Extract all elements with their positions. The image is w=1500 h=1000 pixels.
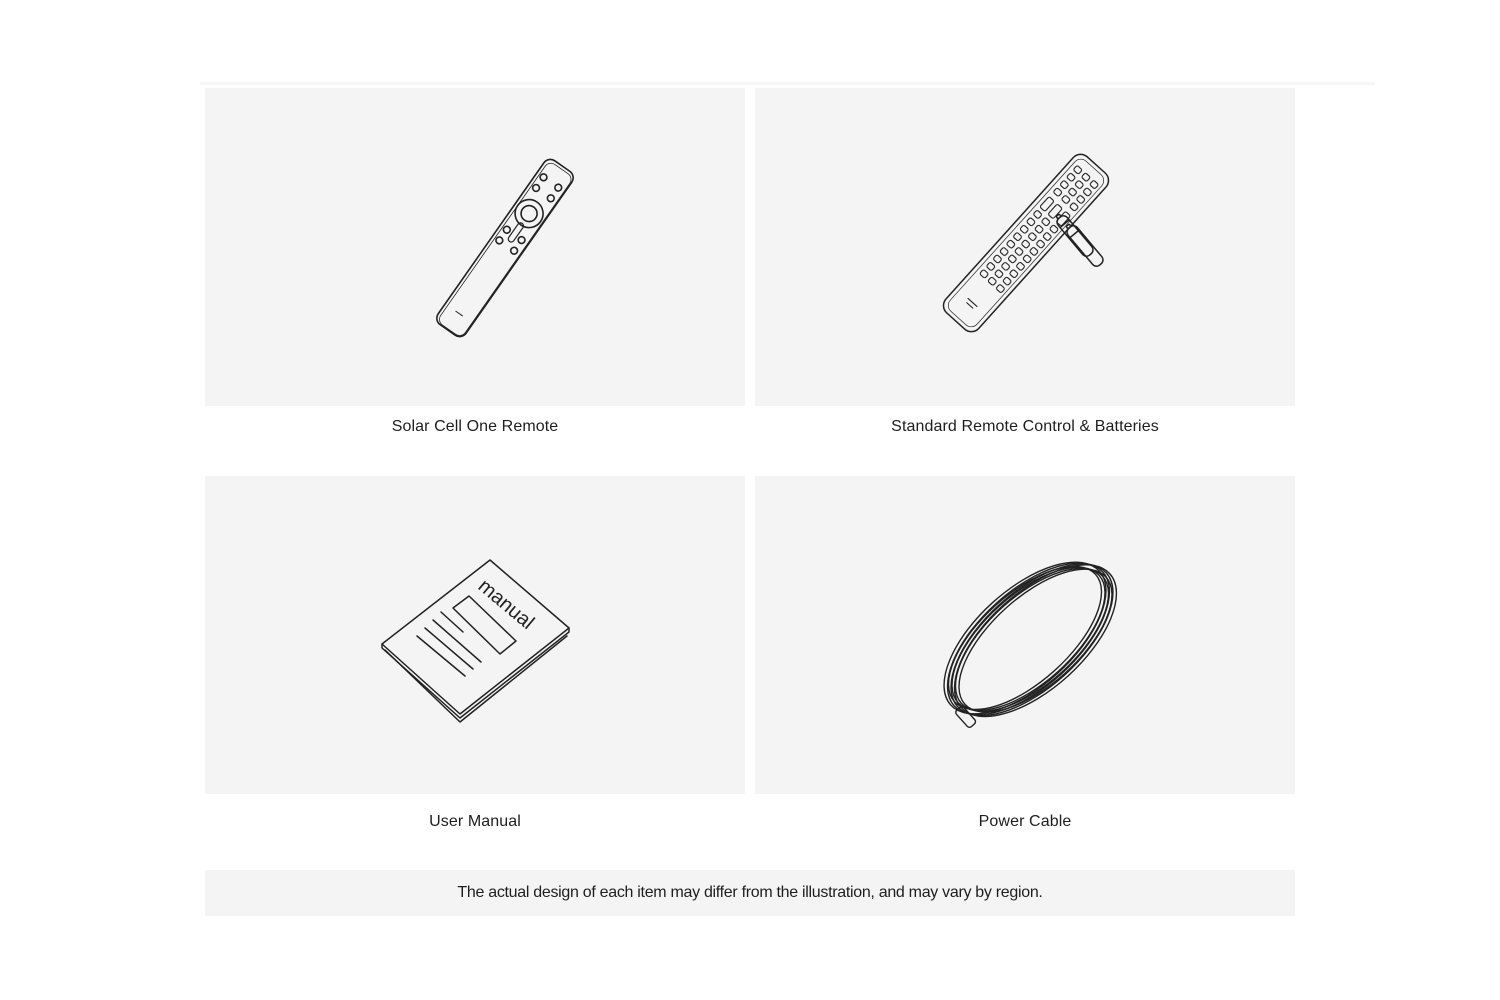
- item-caption: Solar Cell One Remote: [391, 418, 559, 435]
- item-tile-user-manual: [205, 476, 745, 794]
- item-caption: Power Cable: [978, 813, 1072, 830]
- power-cable-icon: [755, 476, 1295, 794]
- disclaimer-banner: [205, 870, 1295, 916]
- manual-icon: [205, 476, 745, 794]
- disclaimer-text: The actual design of each item may differ from the illustration, and may vary by region.: [457, 884, 1043, 901]
- solar-remote-icon: [205, 88, 745, 406]
- item-caption: Standard Remote Control & Batteries: [891, 418, 1159, 435]
- manual-cover-text: manual: [473, 574, 539, 635]
- top-divider: [200, 82, 1375, 85]
- item-caption: User Manual: [429, 813, 521, 830]
- item-tile-power-cable: [755, 476, 1295, 794]
- item-tile-solar-remote: [205, 88, 745, 406]
- item-tile-standard-remote: [755, 88, 1295, 406]
- standard-remote-batteries-icon: [755, 88, 1295, 406]
